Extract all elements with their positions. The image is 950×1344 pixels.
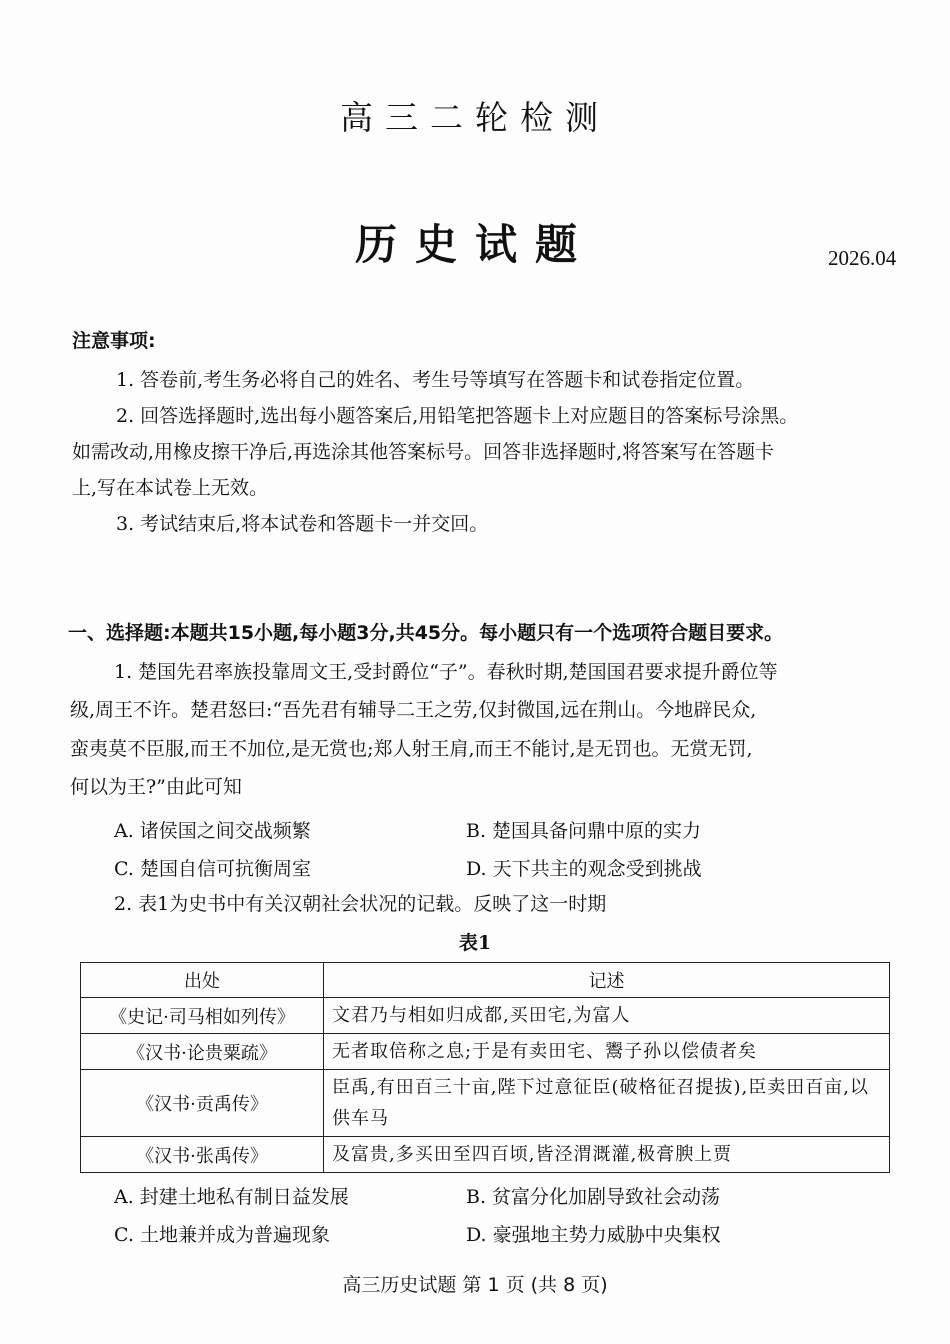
notice-item-2-line-3: 上,写在本试卷上无效。 bbox=[72, 477, 269, 499]
exam-name: 高三二轮检测 bbox=[340, 98, 610, 137]
notice-item-2-line-2: 如需改动,用橡皮擦干净后,再选涂其他答案标号。回答非选择题时,将答案写在答题卡 bbox=[72, 441, 775, 463]
table-cell-source: 《汉书·贡禹传》 bbox=[81, 1070, 324, 1137]
table-row bbox=[81, 1034, 890, 1070]
table-row bbox=[81, 1137, 890, 1173]
table-cell-record: 无者取倍称之息;于是有卖田宅、鬻子孙以偿债者矣 bbox=[324, 1034, 890, 1070]
q2-option-a: A. 封建土地私有制日益发展 bbox=[114, 1186, 349, 1208]
q1-option-d: D. 天下共主的观念受到挑战 bbox=[466, 858, 702, 880]
q2-option-c: C. 土地兼并成为普遍现象 bbox=[114, 1224, 330, 1246]
notice-item-1: 1. 答卷前,考生务必将自己的姓名、考生号等填写在答题卡和试卷指定位置。 bbox=[116, 369, 755, 391]
q1-stem-line-1: 1. 楚国先君率族投靠周文王,受封爵位“子”。春秋时期,楚国国君要求提升爵位等 bbox=[114, 661, 778, 683]
q1-option-c: C. 楚国自信可抗衡周室 bbox=[114, 858, 311, 880]
q1-option-a: A. 诸侯国之间交战频繁 bbox=[114, 820, 311, 842]
table-row bbox=[81, 998, 890, 1034]
table-cell-record: 文君乃与相如归成都,买田宅,为富人 bbox=[324, 998, 890, 1034]
table-row bbox=[81, 1070, 890, 1137]
table-header-source: 出处 bbox=[81, 963, 324, 998]
q2-stem: 2. 表1为史书中有关汉朝社会状况的记载。反映了这一时期 bbox=[114, 893, 607, 915]
page-footer: 高三历史试题 第 1 页 (共 8 页) bbox=[342, 1274, 608, 1296]
notice-item-3: 3. 考试结束后,将本试卷和答题卡一并交回。 bbox=[116, 513, 489, 535]
table-cell-source: 《汉书·论贵粟疏》 bbox=[81, 1034, 324, 1070]
notice-heading: 注意事项: bbox=[72, 330, 156, 352]
table-cell-source: 《史记·司马相如列传》 bbox=[81, 998, 324, 1034]
subject-title: 历史试题 bbox=[354, 220, 595, 269]
section-heading: 一、选择题:本题共15小题,每小题3分,共45分。每小题只有一个选项符合题目要求。 bbox=[68, 622, 784, 644]
q1-stem-line-3: 蛮夷莫不臣服,而王不加位,是无赏也;郑人射王肩,而王不能讨,是无罚也。无赏无罚, bbox=[70, 738, 753, 760]
q2-option-b: B. 贫富分化加剧导致社会动荡 bbox=[466, 1186, 721, 1208]
q1-option-b: B. 楚国具备问鼎中原的实力 bbox=[466, 820, 702, 842]
q1-stem-line-4: 何以为王?”由此可知 bbox=[70, 776, 242, 798]
records-table bbox=[80, 962, 890, 1173]
table-cell-record: 臣禹,有田百三十亩,陛下过意征臣(破格征召提拔),臣卖田百亩,以供车马 bbox=[324, 1070, 890, 1137]
exam-date: 2026.04 bbox=[828, 246, 897, 270]
table-header-row bbox=[81, 963, 890, 998]
table-cell-source: 《汉书·张禹传》 bbox=[81, 1137, 324, 1173]
table-header-record: 记述 bbox=[324, 963, 890, 998]
table-caption: 表1 bbox=[458, 932, 492, 954]
q2-option-d: D. 豪强地主势力威胁中央集权 bbox=[466, 1224, 721, 1246]
q1-stem-line-2: 级,周王不许。楚君怒曰:“吾先君有辅导二王之劳,仅封微国,远在荆山。今地辟民众, bbox=[70, 699, 757, 721]
table-cell-record: 及富贵,多买田至四百顷,皆泾渭溉灌,极膏腴上贾 bbox=[324, 1137, 890, 1173]
notice-item-2-line-1: 2. 回答选择题时,选出每小题答案后,用铅笔把答题卡上对应题目的答案标号涂黑。 bbox=[116, 405, 799, 427]
